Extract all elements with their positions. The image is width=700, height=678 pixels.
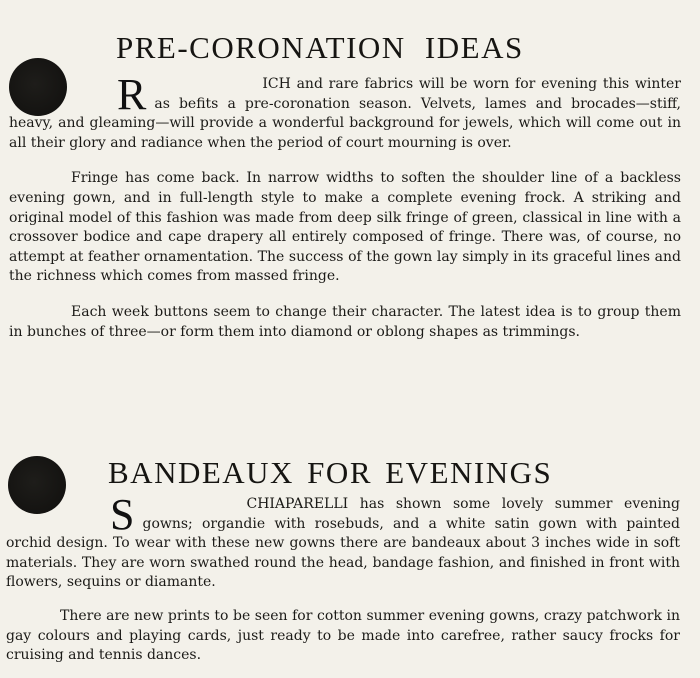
article-bandeaux	[6, 490, 680, 666]
paragraph	[9, 70, 681, 153]
section-heading-pre-coronation: PRE-CORONATION IDEAS	[116, 30, 524, 65]
paragraph-text: CHIAPARELLI has shown some lovely summer evening gowns; organdie with rosebuds, and a white satin gown with painted orchid design. To wear with these new gowns there are bandeaux about 3 inches wide in soft materials. They are worn swathed round the head, bandage fashion, and finished in front with flowers, sequins or diamante.	[6, 496, 680, 591]
paragraph: Fringe has come back. In narrow widths to soften the shoulder line of a backless evening gown, and in full-length style to make a complete evening frock. A striking and original model of this fashion was made from deep silk fringe of green, classical in line with a crossover bodice and cape drapery all entirely composed of fringe. There was, of course, no attempt at feather ornamentation. The success of the gown lay simply in its graceful lines and the richness which comes from massed fringe.	[9, 170, 681, 285]
drop-cap: S	[110, 490, 135, 539]
section-heading-bandeaux: BANDEAUX FOR EVENINGS	[108, 455, 553, 490]
paragraph: There are new prints to be seen for cotton summer evening gowns, crazy patchwork in gay colours and playing cards, just ready to be made into carefree, rather saucy frocks for cruising and tennis dances.	[6, 607, 680, 664]
article-pre-coronation	[9, 70, 681, 342]
paragraph-text: ICH and rare fabrics will be worn for evening this winter as befits a pre-coronation season. Velvets, lames and brocades—stiff, heavy, and gleaming—will provide a wonderful background for jewels, which will come out in all their glory and radiance when the period of court mourning is over.	[9, 76, 681, 151]
paragraph	[6, 490, 680, 593]
drop-cap: R	[117, 70, 147, 119]
paragraph: Each week buttons seem to change their character. The latest idea is to group them in bunches of three—or form them into diamond or oblong shapes as trimmings.	[9, 303, 681, 340]
